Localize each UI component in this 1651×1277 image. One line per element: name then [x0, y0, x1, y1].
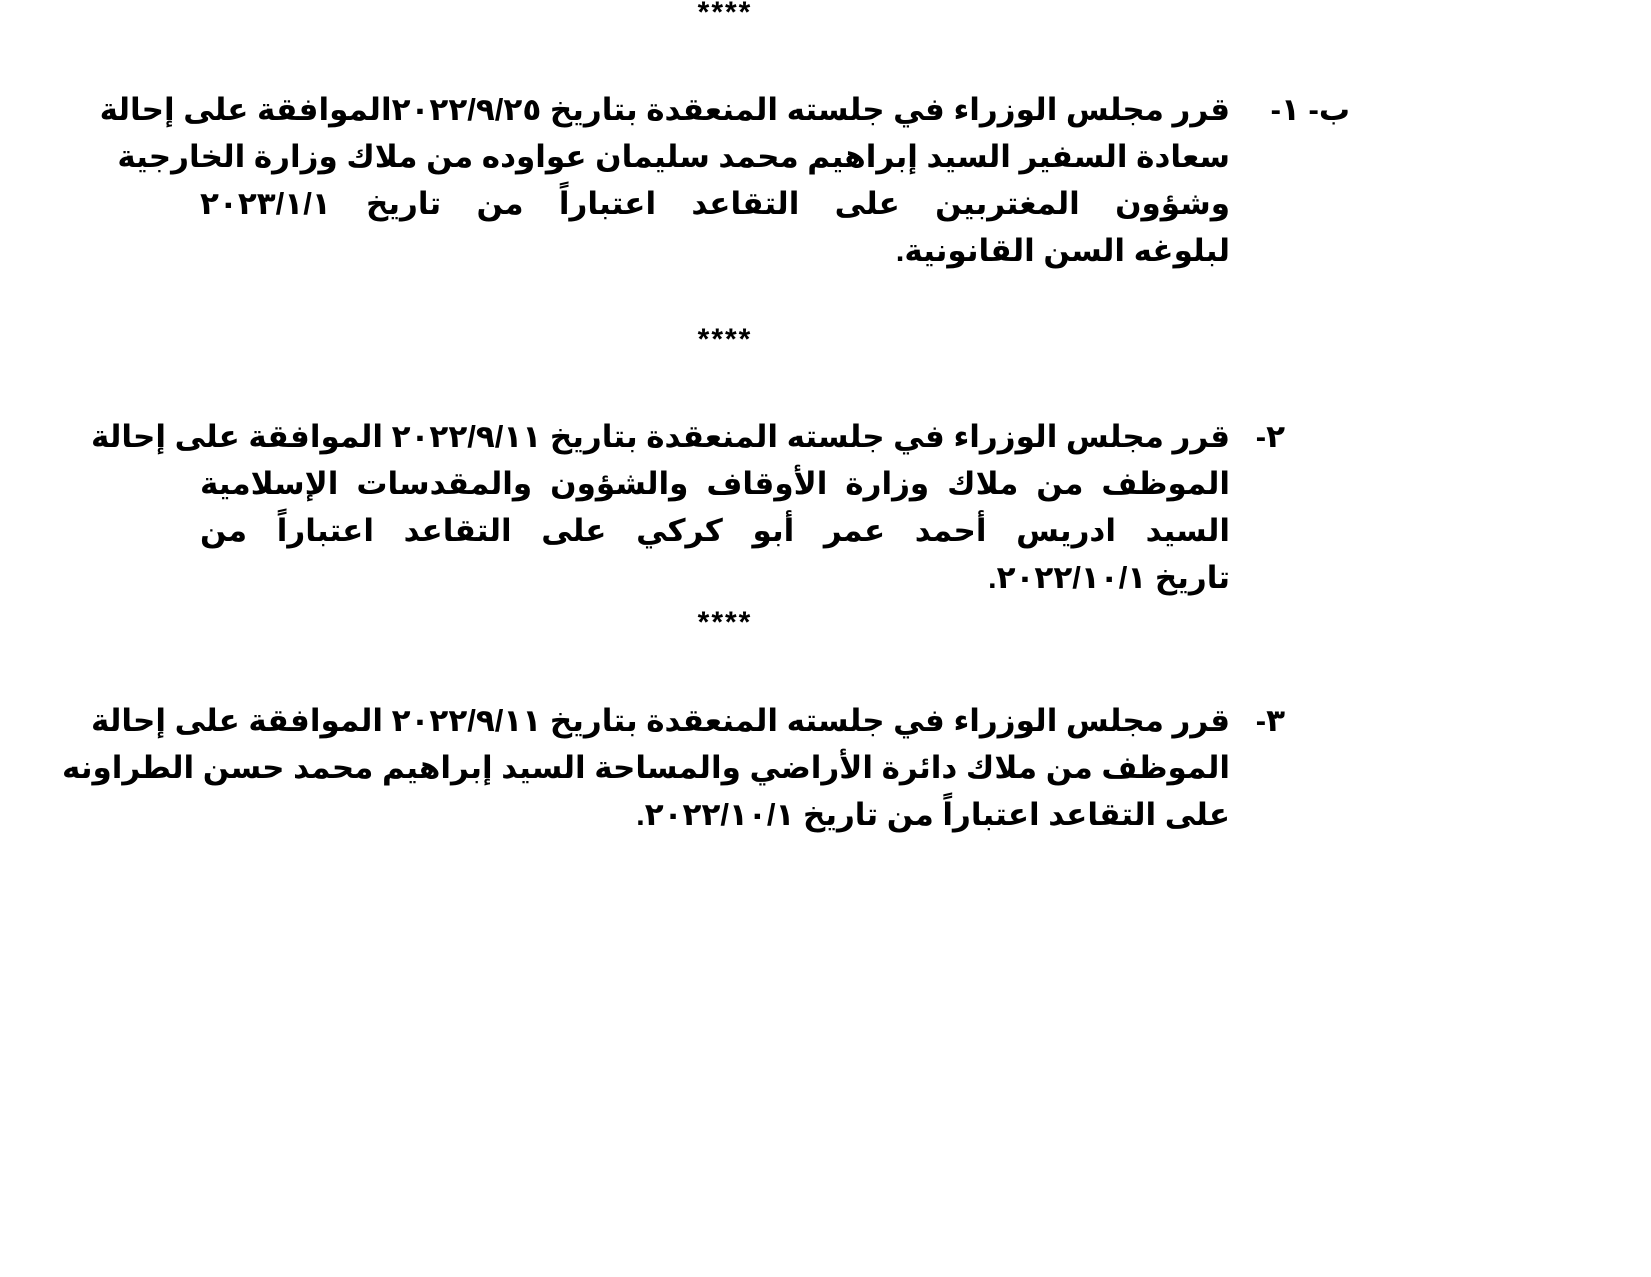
item-3-line-3: على التقاعد اعتباراً من تاريخ ٢٠٢٢/١٠/١.: [636, 797, 1230, 832]
decision-item-1: [99, 86, 1350, 274]
item-3-line-2: الموظف من ملاك دائرة الأراضي والمساحة السيد إبراهيم محمد حسن الطراونه: [62, 750, 1230, 785]
item-2-line-3: السيد ادريس أحمد عمر أبو كركي على التقاعد اعتباراً من: [200, 513, 1230, 548]
item-1-line-3: وشؤون المغتربين على التقاعد اعتباراً من تاريخ ٢٠٢٣/١/١: [200, 186, 1230, 221]
item-1-line-4: لبلوغه السن القانونية.: [895, 233, 1230, 268]
item-2-line-1: قرر مجلس الوزراء في جلسته المنعقدة بتاريخ ٢٠٢٢/٩/١١ الموافقة على إحالة: [90, 419, 1230, 454]
separator-stars-top: ****: [697, 0, 753, 29]
item-number-3: ٣-: [1255, 703, 1285, 738]
item-number-2: ٢-: [1255, 419, 1285, 454]
item-3-line-1: قرر مجلس الوزراء في جلسته المنعقدة بتاريخ ٢٠٢٢/٩/١١ الموافقة على إحالة: [90, 703, 1230, 738]
item-1-line-1: قرر مجلس الوزراء في جلسته المنعقدة بتاريخ ٢٠٢٢/٩/٢٥الموافقة على إحالة: [99, 92, 1230, 127]
separator-stars-2: ****: [697, 323, 753, 356]
item-2-line-4: تاريخ ٢٠٢٢/١٠/١.: [987, 560, 1230, 595]
decision-item-3: [62, 697, 1285, 838]
decision-item-2: [90, 413, 1285, 601]
item-1-line-2: سعادة السفير السيد إبراهيم محمد سليمان عواوده من ملاك وزارة الخارجية: [117, 139, 1230, 174]
separator-stars-3: ****: [697, 606, 753, 639]
item-2-line-2: الموظف من ملاك وزارة الأوقاف والشؤون والمقدسات الإسلامية: [200, 466, 1230, 501]
item-number-1: ب- ١-: [1270, 92, 1350, 127]
